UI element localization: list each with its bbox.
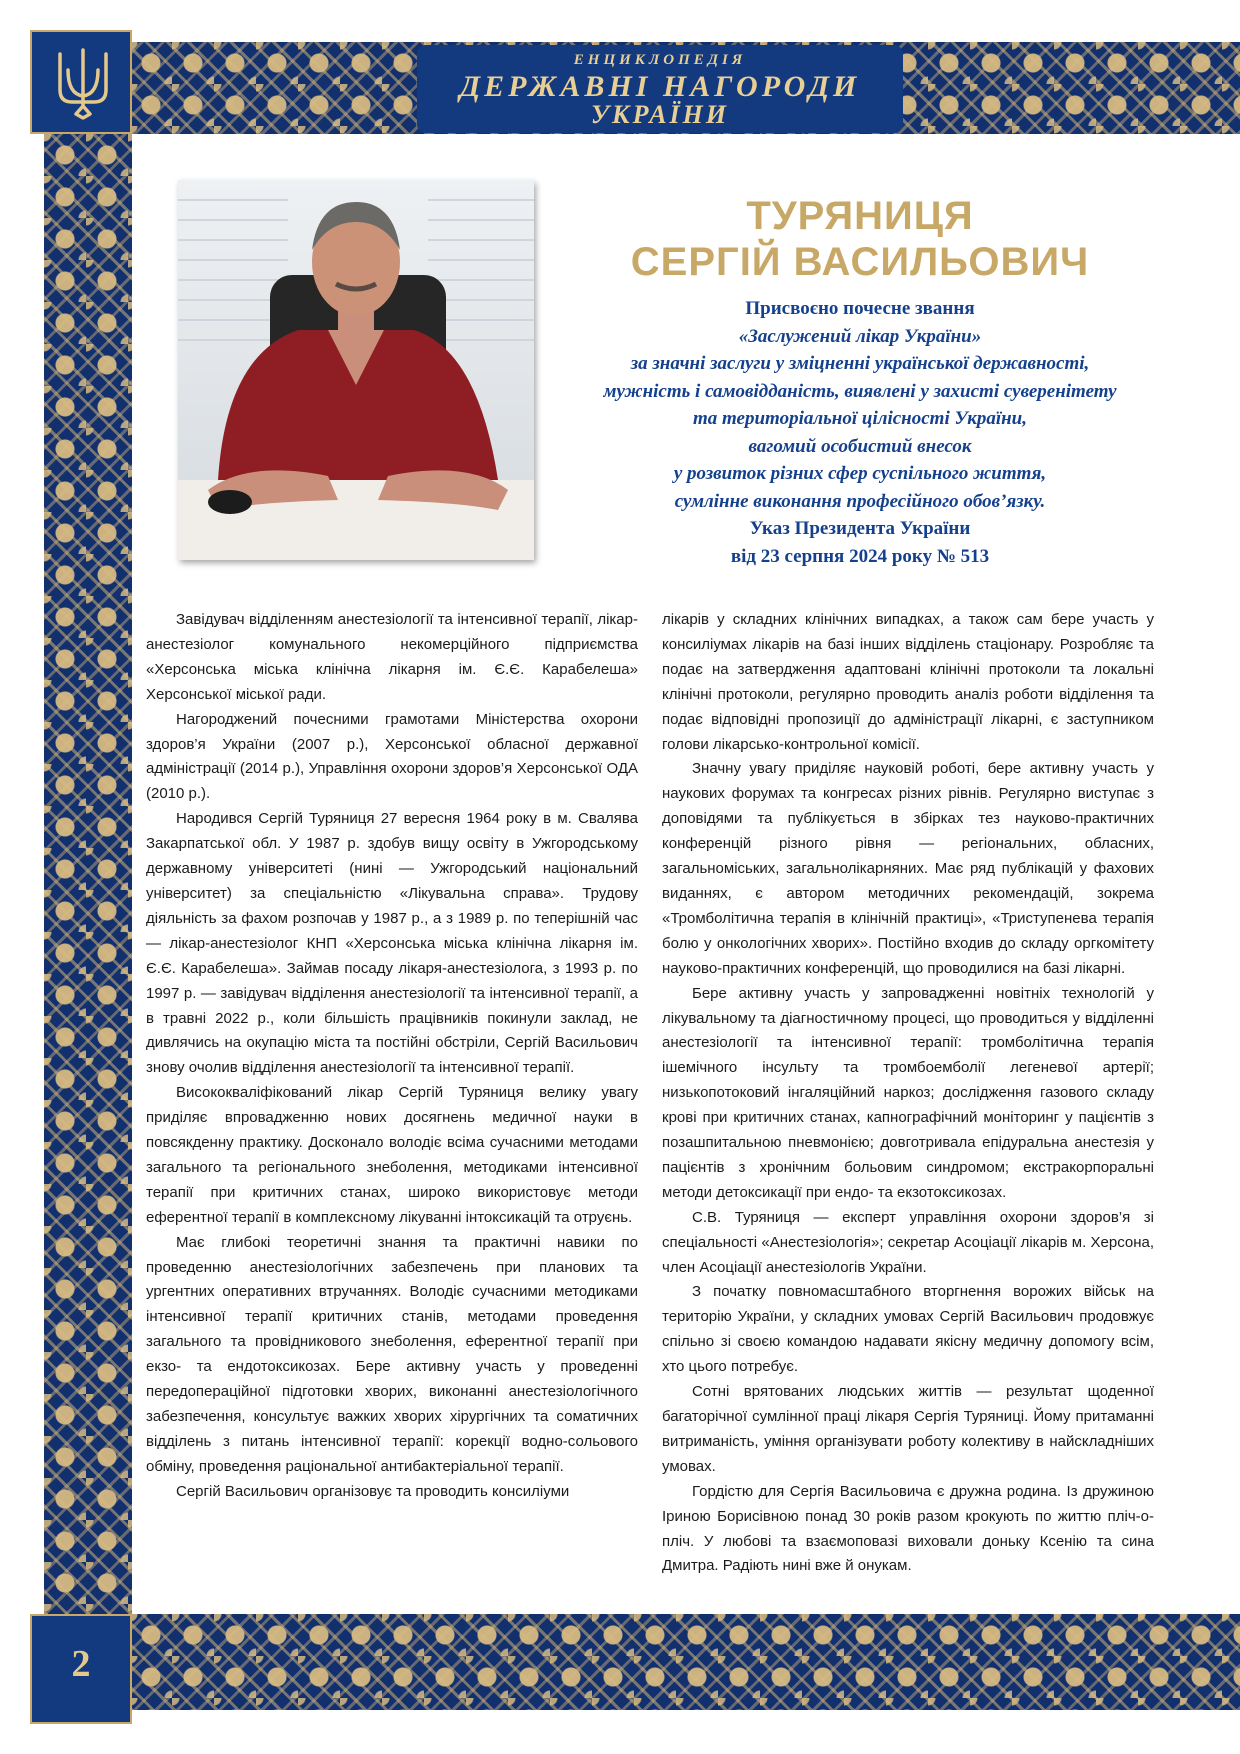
page-number-box	[30, 1614, 132, 1724]
portrait-photo	[178, 180, 534, 560]
decree-date: від 23 серпня 2024 року № 513	[730, 545, 990, 567]
emblem-box	[30, 30, 132, 134]
ornament-left-border	[44, 134, 132, 1614]
award-line: у розвиток різних сфер суспільного життя,	[673, 463, 1047, 484]
paragraph: Значну увагу приділяє науковій роботі, бере активну участь у наукових форумах та конгресах різних рівнів. Регулярно виступає з доповідями та публікується в збірках тез науково-практичних конференцій різного рівня — регіональних, обласних, загальноміських, загальнолікарняних. Має ряд публікацій у фахових виданнях, є автором методичних рекомендацій, зокрема «Тромболітична терапія в клінічній практиці», «Триступенева терапія болю у онкологічних хворих». Постійно входив до складу оргкомітету науково-практичних конференцій, що проводилися на базі лікарні.	[662, 760, 1154, 977]
paragraph: Гордістю для Сергія Васильовича є дружна родина. Із дружиною Іриною Борисівною понад 30 років разом крокують по життю пліч-о-пліч. У любові та взаємоповазі виховали доньку Ксенію та сина Дмитра. Радіють нині вже й онукам.	[662, 1482, 1154, 1575]
paragraph: Сотні врятованих людських життів — результат щоденної багаторічної сумлінної праці лікаря Сергія Туряниці. Йому притаманні витриманість, уміння організувати роботу колективу в найскладніших умовах.	[662, 1383, 1154, 1475]
paragraph: Бере активну участь у запровадженні новітніх технологій у лікувальному та діагностичному процесі, що проводиться у відділенні анестезіології та інтенсивної терапії: тромболітична терапія ішемічного інсульту та тромбоемболії легеневої артерії; низькопотоковий інгаляційний наркоз; дослідження газового складу крові при критичних станах, капнографічний моніторинг у пацієнтів з позашпитальною пневмонією; довготривала епідуральна анестезія у пацієнтів з хронічним больовим синдромом; екстракорпоральні методи детоксикації при ендо- та екзотоксикозах.	[662, 984, 1154, 1201]
paragraph: Має глибокі теоретичні знання та практичні навики по проведенню анестезіологічних забезпечень при планових та ургентних оперативних втручаннях. Володіє сучасними методиками інтенсивної терапії критичних станів, методами проведення загального та провідникового знеболення, еферентної терапії при екзо- та ендотоксикозах. Бере активну участь у проведенні передопераційної підготовки хворих, виконанні анестезіологічного забезпечення, консультує важких хворих хірургічних та соматичних відділень з питань інтенсивної терапії: корекції водно-сольового обміну, проведення раціональної антибактеріальної терапії.	[146, 1233, 638, 1475]
person-surname: ТУРЯНИЦЯ	[746, 194, 974, 238]
award-title: «Заслужений лікар України»	[738, 325, 982, 347]
award-line: Присвоєно почесне звання	[745, 298, 975, 319]
header-line-3: УКРАЇНИ	[590, 100, 730, 129]
page-number: 2	[71, 1643, 91, 1685]
person-given-names: СЕРГІЙ ВАСИЛЬОВИЧ	[630, 240, 1090, 284]
ornament-bottom-border	[130, 1614, 1240, 1710]
biography-column-1	[146, 608, 638, 1505]
decree-title: Указ Президента України	[749, 518, 971, 539]
paragraph: Народився Сергій Туряниця 27 вересня 1964 року в м. Свалява Закарпатської обл. У 1987 р. здобув вищу освіту в Ужгородському державному університеті (нині — Ужгородський національний університет) за спеціальністю «Лікувальна справа». Трудову діяльність за фахом розпочав у 1987 р., а з 1989 р. по теперішній час — лікар-анестезіолог КНП «Херсонська міська клінічна лікарня ім. Є.Є. Карабелеша». Займав посаду лікаря-анестезіолога, з 1993 р. по 1997 р. — завідувач відділення анестезіології та інтенсивної терапії, а в травні 2022 р., коли більшість працівників покинули заклад, не дивлячись на окупацію міста та постійні обстріли, Сергій Васильович знову очолив відділення анестезіології та інтенсивної терапії.	[146, 810, 638, 1077]
award-line: за значні заслуги у зміцненні української державності,	[630, 353, 1090, 374]
paragraph: Висококваліфікований лікар Сергій Туряниця велику увагу приділяє впровадженню нових досягнень медичної науки в повсякденну практику. Досконало володіє всіма сучасними методами загального та регіонального знеболення, методиками інтенсивної терапії при критичних станах, широко використовує методи еферентної терапії в комплексному лікуванні інтоксикацій та отруєнь.	[146, 1084, 638, 1226]
paragraph: лікарів у складних клінічних випадках, а також сам бере участь у консиліумах лікарів на базі інших відділень стаціонару. Розробляє та подає на затвердження адаптовані клінічні протоколи та локальні клінічні протоколи, регулярно проводить аналіз роботи відділення та подає відповідні пропозиції до адміністрації лікарні, є заступником голови лікарсько-контрольної комісії.	[662, 611, 1154, 753]
trident-icon	[54, 46, 112, 120]
award-line: сумлінне виконання професійного обов’язку.	[674, 490, 1046, 512]
header-line-2: ДЕРЖАВНІ НАГОРОДИ	[459, 70, 861, 103]
award-citation	[560, 295, 1160, 570]
paragraph: Нагороджений почесними грамотами Міністерства охорони здоров’я України (2007 р.), Херсонської обласної державної адміністрації (2014 р.), Управління охорони здоров’я Херсонської ОДА (2010 р.).	[146, 710, 638, 803]
award-line: вагомий особистий внесок	[748, 435, 972, 457]
paragraph: Сергій Васильович організовує та проводить консиліуми	[176, 1482, 570, 1500]
biography-column-2	[662, 608, 1154, 1579]
paragraph: С.В. Туряниця — експерт управління охорони здоров’я зі спеціальності «Анестезіологія»; секретар Асоціації лікарів м. Херсона, член Асоціації анестезіологів України.	[662, 1208, 1154, 1276]
encyclopedia-header	[420, 48, 900, 130]
award-line: та територіальної цілісності України,	[693, 408, 1027, 429]
paragraph: Завідувач відділенням анестезіології та інтенсивної терапії, лікар-анестезіолог комунального некомерційного підприємства «Херсонська міська клінічна лікарня ім. Є.Є. Карабелеша» Херсонської міської ради.	[146, 611, 638, 703]
paragraph: З початку повномасштабного вторгнення ворожих військ на територію України, у складних умовах Сергій Васильович продовжує спільно зі своєю командою надавати якісну медичну допомогу всім, хто цього потребує.	[662, 1283, 1154, 1376]
header-line-1: ЕНЦИКЛОПЕДІЯ	[573, 52, 747, 68]
award-line: мужність і самовідданість, виявлені у захисті суверенітету	[603, 380, 1117, 402]
